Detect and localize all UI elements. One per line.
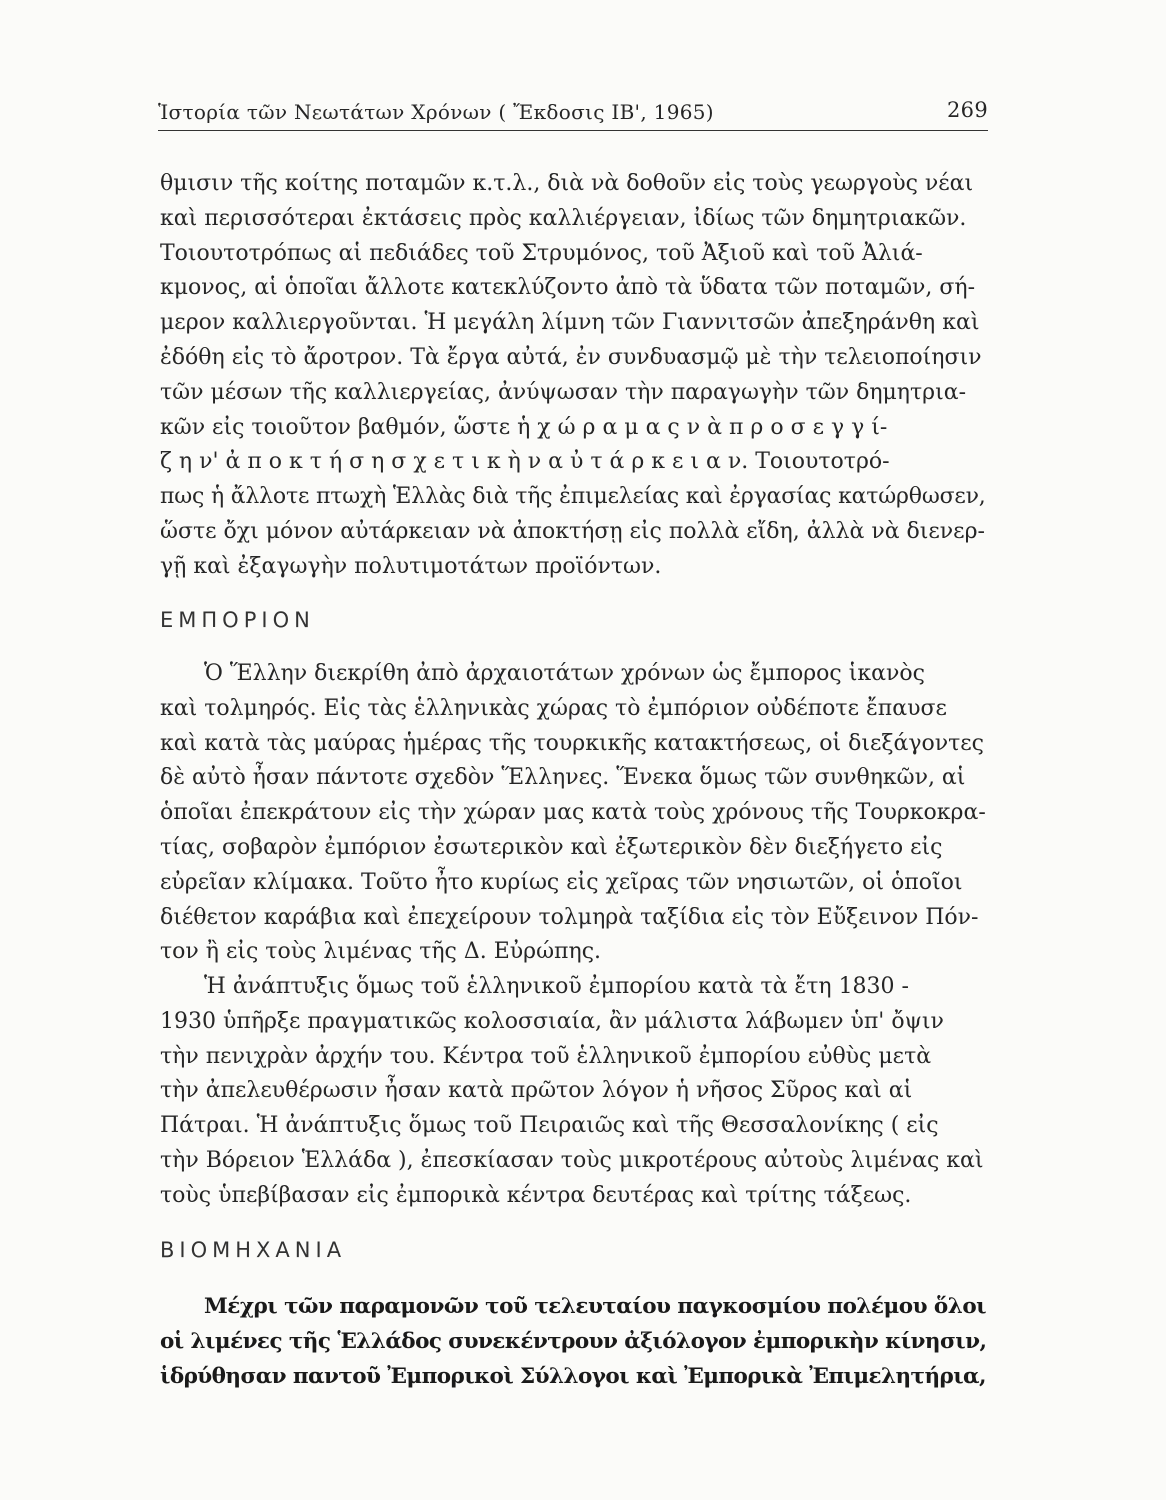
text-line: τον ἢ εἰς τοὺς λιμένας τῆς Δ. Εὐρώπης. (160, 939, 602, 965)
text-line: εὐρεῖαν κλίμακα. Τοῦτο ἦτο κυρίως εἰς χεῖρας τῶν νησιωτῶν, οἱ ὁποῖοι (160, 869, 963, 895)
text-line: κμονος, αἱ ὁποῖαι ἄλλοτε κατεκλύζοντο ἀπὸ τὰ ὕδατα τῶν ποταμῶν, σή- (160, 275, 975, 301)
text-line: δὲ αὐτὸ ἦσαν πάντοτε σχεδὸν Ἕλληνες. Ἕνεκα ὅμως τῶν συνθηκῶν, αἱ (160, 765, 966, 791)
text-line: οἱ λιμένες τῆς Ἑλλάδος συνεκέντρουν ἀξιόλογον ἐμπορικὴν κίνησιν, (160, 1328, 987, 1354)
text-line: καὶ τολμηρός. Εἰς τὰς ἑλληνικὰς χώρας τὸ ἐμπόριον οὐδέποτε ἔπαυσε (160, 695, 947, 721)
text-line: Τοιουτοτρόπως αἱ πεδιάδες τοῦ Στρυμόνος, τοῦ Ἀξιοῦ καὶ τοῦ Ἀλιά- (160, 240, 923, 266)
industry-paragraph-1 (160, 1290, 986, 1394)
text-line: τίας, σοβαρὸν ἐμπόριον ἐσωτερικὸν καὶ ἐξωτερικὸν δὲν διεξήγετο εἰς (160, 834, 943, 860)
text-line: ἱδρύθησαν παντοῦ Ἐμπορικοὶ Σύλλογοι καὶ Ἐμπορικὰ Ἐπιμελητήρια, (160, 1363, 986, 1389)
running-title: Ἱστορία τῶν Νεωτάτων Χρόνων ( Ἔκδοσις ΙΒ', 1965) (158, 100, 714, 124)
text-line: τὴν Βόρειον Ἑλλάδα ), ἐπεσκίασαν τοὺς μικροτέρους αὐτοὺς λιμένας καὶ (160, 1147, 984, 1173)
section-heading-industry: ΒΙΟΜΗΧΑΝΙΑ (160, 1238, 347, 1262)
section-heading-trade: ΕΜΠΟΡΙΟΝ (160, 608, 315, 632)
text-line: Μέχρι τῶν παραμονῶν τοῦ τελευταίου παγκοσμίου πολέμου ὅλοι (204, 1294, 987, 1319)
trade-paragraph-1 (160, 657, 986, 970)
text-line: τῶν μέσων τῆς καλλιεργείας, ἀνύψωσαν τὴν παραγωγὴν τῶν δημητρια- (160, 379, 966, 405)
page-number: 269 (947, 98, 988, 122)
text-line: Πάτραι. Ἡ ἀνάπτυξις ὅμως τοῦ Πειραιῶς καὶ τῆς Θεσσαλονίκης ( εἰς (160, 1113, 939, 1139)
text-line: τοὺς ὑπεβίβασαν εἰς ἐμπορικὰ κέντρα δευτέρας καὶ τρίτης τάξεως. (160, 1182, 912, 1208)
text-line: μερον καλλιεργοῦνται. Ἡ μεγάλη λίμνη τῶν Γιαννιτσῶν ἀπεξηράνθη καὶ (160, 310, 980, 336)
text-line: ἐδόθη εἰς τὸ ἄροτρον. Τὰ ἔργα αὐτά, ἐν συνδυασμῷ μὲ τὴν τελειοποίησιν (160, 344, 982, 370)
trade-paragraph-2 (160, 970, 986, 1214)
page-header (158, 96, 988, 131)
text-line: καὶ περισσότεραι ἐκτάσεις πρὸς καλλιέργειαν, ἰδίως τῶν δημητριακῶν. (160, 205, 967, 231)
text-line: ὁποῖαι ἐπεκράτουν εἰς τὴν χώραν μας κατὰ τοὺς χρόνους τῆς Τουρκοκρα- (160, 800, 986, 826)
text-line: τὴν πενιχρὰν ἀρχήν του. Κέντρα τοῦ ἑλληνικοῦ ἐμπορίου εὐθὺς μετὰ (160, 1043, 932, 1069)
text-line: γῇ καὶ ἐξαγωγὴν πολυτιμοτάτων προϊόντων. (160, 553, 662, 579)
text-line: ζ η ν' ἀ π ο κ τ ή σ η σ χ ε τ ι κ ὴ ν α ὐ τ ά ρ κ ε ι α ν. Τοιουτοτρό- (160, 449, 890, 475)
text-line: τὴν ἀπελευθέρωσιν ἦσαν κατὰ πρῶτον λόγον ἡ νῆσος Σῦρος καὶ αἱ (160, 1078, 913, 1104)
text-line: διέθετον καράβια καὶ ἐπεχείρουν τολμηρὰ ταξίδια εἰς τὸν Εὔξεινον Πόν- (160, 904, 979, 930)
text-line: θμισιν τῆς κοίτης ποταμῶν κ.τ.λ., διὰ νὰ δοθοῦν εἰς τοὺς γεωργοὺς νέαι (160, 171, 974, 196)
text-line: ὥστε ὄχι μόνον αὐτάρκειαν νὰ ἀποκτήσῃ εἰς πολλὰ εἴδη, ἀλλὰ νὰ διενερ- (160, 518, 985, 544)
text-line: κῶν εἰς τοιοῦτον βαθμόν, ὥστε ἡ χ ώ ρ α μ α ς ν ὰ π ρ ο σ ε γ γ ί- (160, 414, 888, 440)
text-line: καὶ κατὰ τὰς μαύρας ἡμέρας τῆς τουρκικῆς κατακτήσεως, οἱ διεξάγοντες (160, 730, 984, 756)
text-line: πως ἡ ἄλλοτε πτωχὴ Ἑλλὰς διὰ τῆς ἐπιμελείας καὶ ἐργασίας κατώρθωσεν, (160, 484, 986, 510)
text-line: Ἡ ἀνάπτυξις ὅμως τοῦ ἑλληνικοῦ ἐμπορίου κατὰ τὰ ἔτη 1830 - (204, 974, 909, 999)
intro-paragraph (160, 167, 986, 585)
text-line: Ὁ Ἕλλην διεκρίθη ἀπὸ ἀρχαιοτάτων χρόνων ὡς ἔμπορος ἱκανὸς (204, 661, 925, 686)
text-line: 1930 ὑπῆρξε πραγματικῶς κολοσσιαία, ἂν μάλιστα λάβωμεν ὑπ' ὄψιν (160, 1008, 944, 1034)
